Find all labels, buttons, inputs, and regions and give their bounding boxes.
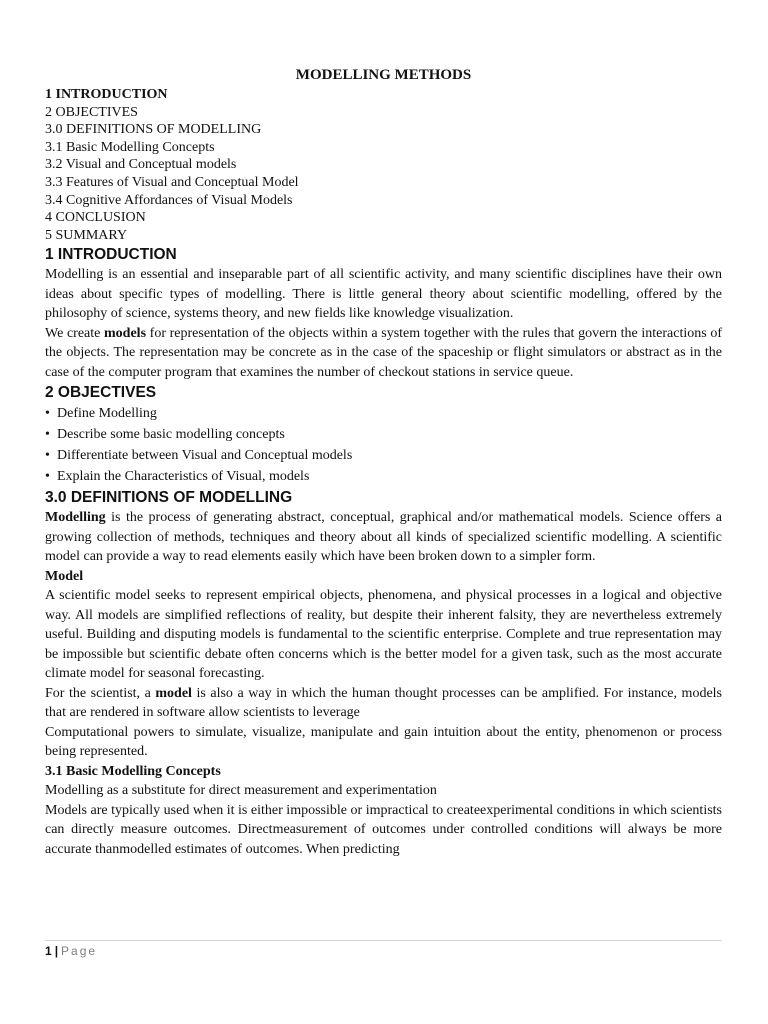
- toc-item: 3.3 Features of Visual and Conceptual Model: [45, 174, 299, 190]
- basic-concepts-paragraph: Modelling as a substitute for direct measurement and experimentation: [45, 783, 437, 799]
- list-item: [45, 445, 722, 466]
- list-item-text: Explain the Characteristics of Visual, models: [57, 469, 310, 485]
- objectives-list: [45, 403, 722, 487]
- toc-item: 3.4 Cognitive Affordances of Visual Models: [45, 192, 293, 208]
- basic-concepts-paragraph: Models are typically used when it is either impossible or impractical to createexperimental conditions in which scientists can directly measure outcomes. Directmeasurement of outcomes under controlled conditions will always be more accurate thanmodelled estimates of outcomes. When predicting: [45, 802, 722, 857]
- introduction-paragraph: [45, 324, 722, 383]
- definitions-paragraph: Computational powers to simulate, visualize, manipulate and gain intuition about the entity, phenomenon or process being represented.: [45, 724, 722, 760]
- bullet-icon: •: [45, 469, 50, 485]
- text-run: for representation of the objects within a system together with the rules that govern the interactions of the objects. The representation may be concrete as in the case of the spaceship or flight simulators or abstract as in the case of the computer program that examines the number of checkout stations in service queue.: [45, 325, 722, 380]
- page-number: 1: [45, 944, 52, 958]
- bullet-icon: •: [45, 448, 50, 464]
- toc-item: 3.0 DEFINITIONS OF MODELLING: [45, 122, 262, 138]
- bold-term: model: [155, 685, 192, 701]
- document-title: MODELLING METHODS: [295, 67, 472, 83]
- text-run: is also a way in which the human thought processes can be amplified. For instance, models that are rendered in software allow scientists to leverage: [45, 685, 723, 721]
- list-item: [45, 403, 722, 424]
- bullet-icon: •: [45, 406, 50, 422]
- section-heading-introduction: 1 INTRODUCTION: [45, 246, 177, 264]
- text-run: We create: [45, 325, 105, 341]
- subheading-basic-concepts: 3.1 Basic Modelling Concepts: [45, 763, 221, 779]
- page-label: Page: [61, 944, 98, 958]
- list-item: [45, 466, 722, 487]
- toc-item: 2 OBJECTIVES: [45, 104, 138, 120]
- toc-item: 3.2 Visual and Conceptual models: [45, 157, 237, 173]
- introduction-paragraph: Modelling is an essential and inseparable part of all scientific activity, and many scientific disciplines have their own ideas about specific types of modelling. There is little general theory about scientific modelling, offered by the philosophy of science, systems theory, and new fields like knowledge visualization.: [45, 267, 722, 322]
- toc-item: 1 INTRODUCTION: [45, 87, 168, 102]
- subheading-model: Model: [45, 568, 84, 584]
- section-heading-definitions: 3.0 DEFINITIONS OF MODELLING: [45, 489, 293, 507]
- toc-item: 3.1 Basic Modelling Concepts: [45, 139, 215, 155]
- bullet-icon: •: [45, 427, 50, 443]
- list-item-text: Differentiate between Visual and Conceptual models: [57, 448, 353, 464]
- bold-term: Modelling: [45, 510, 106, 526]
- list-item: [45, 424, 722, 445]
- toc-item: 5 SUMMARY: [45, 227, 128, 243]
- text-run: For the scientist, a: [45, 685, 156, 701]
- list-item-text: Describe some basic modelling concepts: [57, 427, 285, 443]
- footer-separator: |: [54, 944, 59, 958]
- definitions-paragraph: [45, 684, 722, 723]
- definitions-paragraph: [45, 508, 722, 567]
- page-footer: [45, 943, 97, 959]
- section-heading-objectives: 2 OBJECTIVES: [45, 384, 157, 402]
- text-run: is the process of generating abstract, conceptual, graphical and/or mathematical models. Science offers a growing collection of methods, techniques and theory about all kinds of specialized scientific modelling. A scientific model can provide a way to read elements easily which have been broken down to a simpler form.: [45, 510, 722, 565]
- footer-divider: [45, 940, 722, 941]
- page-content: [45, 64, 722, 859]
- list-item-text: Define Modelling: [57, 406, 157, 422]
- definitions-paragraph: A scientific model seeks to represent empirical objects, phenomena, and physical processes in a logical and objective way. All models are simplified reflections of reality, but despite their inherent falsity, they are nevertheless extremely useful. Building and disputing models is fundamental to the scientific enterprise. Complete and true representation may be impossible but scientific debate often concerns which is the better model for a given task, such as the most accurate climate model for seasonal forecasting.: [45, 588, 722, 682]
- table-of-contents: [45, 86, 722, 244]
- bold-term: models: [104, 325, 147, 341]
- toc-item: 4 CONCLUSION: [45, 210, 146, 226]
